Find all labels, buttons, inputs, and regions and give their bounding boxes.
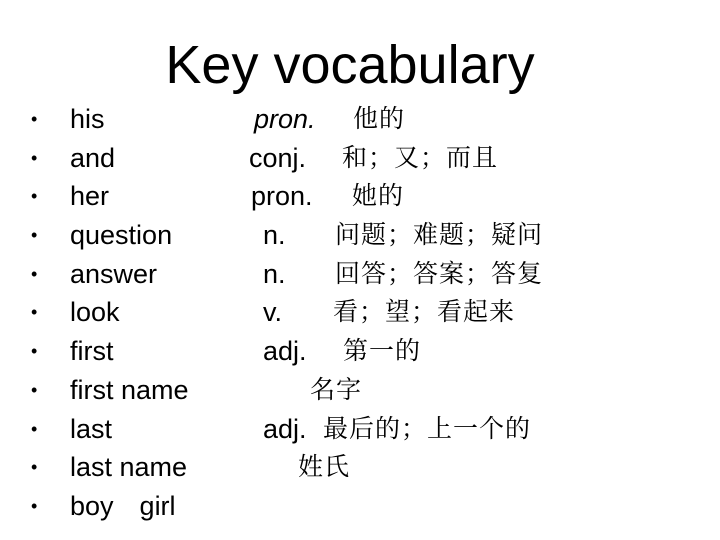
- chinese-meaning: 姓氏: [298, 452, 351, 482]
- vocab-item-first: [0, 332, 720, 371]
- bullet-icon: •: [31, 495, 38, 516]
- part-of-speech: conj.: [249, 142, 307, 173]
- vocab-word: his: [70, 104, 105, 134]
- vocab-item-last-name: [0, 448, 720, 487]
- chinese-meaning: 看；望；看起来: [333, 297, 516, 327]
- vocab-item-last: [0, 410, 720, 449]
- vocab-word-boy: boy: [70, 490, 114, 521]
- vocab-word: question: [70, 220, 173, 251]
- chinese-meaning: 和；又；而且: [342, 142, 499, 172]
- slide-title: Key vocabulary: [165, 35, 535, 95]
- vocab-word-girl: girl: [139, 490, 176, 521]
- bullet-icon: •: [31, 457, 38, 478]
- part-of-speech: pron.: [254, 104, 316, 134]
- vocab-item-question: [0, 216, 720, 255]
- chinese-meaning: 她的: [352, 181, 405, 211]
- vocab-item-her: [0, 177, 720, 216]
- vocab-word: last name: [70, 452, 188, 483]
- chinese-meaning: 他的: [353, 104, 406, 133]
- part-of-speech: n.: [263, 258, 286, 289]
- vocab-item-answer: [0, 255, 720, 294]
- part-of-speech: adj.: [263, 336, 307, 367]
- vocab-item-first-name: [0, 371, 720, 410]
- vocab-word: last: [70, 413, 113, 444]
- vocabulary-list: [0, 100, 720, 526]
- part-of-speech: pron.: [251, 181, 313, 212]
- vocab-word: first: [70, 336, 114, 367]
- vocab-word: answer: [70, 258, 158, 289]
- vocab-item-boy-girl: [0, 487, 720, 526]
- bullet-icon: •: [31, 225, 38, 246]
- part-of-speech: v.: [263, 297, 282, 328]
- bullet-icon: •: [31, 147, 38, 168]
- vocab-word: her: [70, 181, 110, 212]
- part-of-speech: adj.: [263, 413, 307, 444]
- chinese-meaning: 回答；答案；答复: [335, 258, 544, 288]
- vocab-word: look: [70, 297, 120, 328]
- chinese-meaning: 最后的；上一个的: [323, 413, 532, 443]
- bullet-icon: •: [31, 109, 38, 129]
- vocab-word: [70, 487, 176, 526]
- part-of-speech: n.: [263, 220, 286, 251]
- vocab-item-and: [0, 139, 720, 178]
- vocab-word: and: [70, 142, 116, 173]
- bullet-icon: •: [31, 341, 38, 362]
- chinese-meaning: 名字: [310, 374, 363, 404]
- bullet-icon: •: [31, 379, 38, 400]
- chinese-meaning: 第一的: [343, 336, 422, 366]
- bullet-icon: •: [31, 186, 38, 207]
- vocab-item-look: [0, 293, 720, 332]
- chinese-meaning: 问题；难题；疑问: [335, 220, 544, 250]
- vocab-word: first name: [70, 374, 189, 405]
- vocab-item-his: [0, 100, 720, 139]
- bullet-icon: •: [31, 302, 38, 323]
- bullet-icon: •: [31, 263, 38, 284]
- bullet-icon: •: [31, 418, 38, 439]
